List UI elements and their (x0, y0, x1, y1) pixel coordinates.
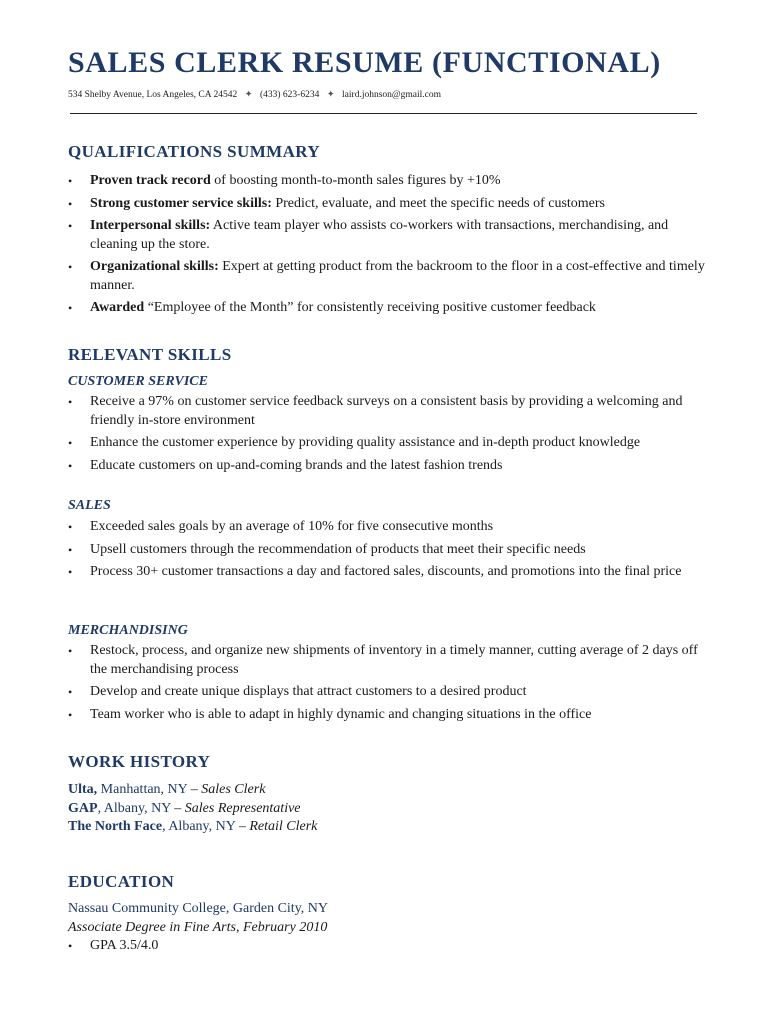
job-dash: – (187, 782, 202, 797)
qualifications-list (68, 172, 718, 322)
item-bold: Awarded (90, 300, 145, 315)
bullet-icon: • (68, 395, 73, 409)
list-item (68, 541, 718, 560)
item-text: Predict, evaluate, and meet the specific needs of customers (271, 195, 606, 211)
separator-icon: ✦ (244, 90, 253, 100)
education-details (68, 900, 328, 937)
item-text: Process 30+ customer transactions a day and factored sales, discounts, and promotions into the final price (90, 564, 682, 579)
header-divider (70, 113, 697, 114)
work-history-heading: WORK HISTORY (68, 752, 211, 771)
item-text: Receive a 97% on customer service feedback surveys on a consistent basis by providing a welcoming and friendly in-store environment (90, 394, 683, 428)
bullet-icon: • (68, 685, 73, 699)
sales-heading: SALES (68, 498, 111, 513)
job-employer: The North Face (68, 819, 163, 834)
list-item (68, 393, 718, 430)
job-location: Manhattan, NY (97, 782, 188, 797)
item-text: Exceeded sales goals by an average of 10% for five consecutive months (90, 519, 494, 534)
bullet-icon: • (68, 565, 73, 579)
job-location: , Albany, NY (97, 800, 171, 816)
item-text: Active team player who assists co-workers with transactions, merchandising, and cleaning up the store. (90, 218, 669, 252)
list-item (68, 299, 718, 318)
separator-icon: ✦ (326, 90, 335, 100)
work-history-list (68, 781, 317, 837)
job-role: Sales Representative (184, 800, 301, 816)
item-text: of boosting month-to-month sales figures by +10% (210, 173, 501, 188)
bullet-icon: • (68, 260, 73, 274)
item-text: Upsell customers through the recommendation of products that meet their specific needs (90, 541, 586, 557)
item-text: Restock, process, and organize new shipments of inventory in a timely manner, cutting average of 2 days off the merchandising process (90, 643, 698, 677)
item-text: Expert at getting product from the backroom to the floor in a cost-effective and timely manner. (90, 259, 705, 293)
list-item (68, 706, 718, 725)
job-employer: Ulta, (68, 782, 98, 797)
education-degree: Associate Degree in Fine Arts, February 2010 (68, 919, 328, 935)
list-item (68, 563, 718, 582)
list-item (68, 937, 718, 956)
list-item (68, 642, 718, 679)
list-item (68, 217, 718, 254)
bullet-icon: • (68, 219, 73, 233)
item-bold: Interpersonal skills: (90, 218, 211, 233)
item-text: Educate customers on up-and-coming brands and the latest fashion trends (90, 457, 503, 473)
bullet-icon: • (68, 644, 73, 658)
contact-email[interactable]: laird.johnson@gmail.com (342, 90, 442, 100)
list-item (68, 518, 718, 537)
list-item (68, 683, 718, 702)
item-text: GPA 3.5/4.0 (90, 938, 159, 953)
job-dash: – (235, 819, 250, 834)
job-entry (68, 781, 317, 800)
bullet-icon: • (68, 301, 73, 315)
bullet-icon: • (68, 436, 73, 450)
sales-list (68, 518, 718, 586)
job-entry (68, 818, 317, 837)
list-item (68, 457, 718, 476)
bullet-icon: • (68, 707, 73, 722)
item-text: Enhance the customer experience by providing quality assistance and in-depth product knowledge (90, 435, 641, 450)
item-bold: Organizational skills: (90, 259, 219, 274)
bullet-icon: • (68, 196, 73, 211)
list-item (68, 195, 718, 214)
contact-phone: (433) 623-6234 (259, 90, 320, 100)
item-text: Team worker who is able to adapt in highly dynamic and changing situations in the office (90, 706, 592, 722)
bullet-icon: • (68, 458, 73, 473)
contact-line (68, 89, 441, 100)
item-bold: Strong customer service skills: (90, 195, 272, 211)
skills-heading: RELEVANT SKILLS (68, 345, 232, 364)
education-heading: EDUCATION (68, 872, 175, 891)
education-list (68, 937, 718, 960)
item-bold: Proven track record (90, 173, 211, 188)
bullet-icon: • (68, 520, 73, 534)
bullet-icon: • (68, 174, 73, 188)
item-text: “Employee of the Month” for consistently receiving positive customer feedback (144, 300, 596, 315)
customer-service-heading: CUSTOMER SERVICE (68, 374, 208, 389)
job-role: Sales Clerk (201, 782, 266, 797)
merchandising-heading: MERCHANDISING (68, 623, 188, 638)
education-school: Nassau Community College, Garden City, NY (68, 901, 329, 916)
item-text: Develop and create unique displays that attract customers to a desired product (90, 684, 527, 699)
job-dash: – (170, 800, 185, 816)
resume-title: SALES CLERK RESUME (FUNCTIONAL) (68, 46, 661, 79)
bullet-icon: • (68, 542, 73, 557)
job-role: Retail Clerk (249, 819, 318, 834)
job-entry (68, 800, 317, 819)
qualifications-heading: QUALIFICATIONS SUMMARY (68, 142, 321, 161)
contact-address: 534 Shelby Avenue, Los Angeles, CA 24542 (68, 90, 238, 100)
merchandising-list (68, 642, 718, 728)
bullet-icon: • (68, 939, 73, 953)
job-employer: GAP (68, 800, 98, 816)
list-item (68, 434, 718, 453)
list-item (68, 172, 718, 191)
customer-service-list (68, 393, 718, 479)
list-item (68, 258, 718, 295)
job-location: , Albany, NY (162, 819, 236, 834)
